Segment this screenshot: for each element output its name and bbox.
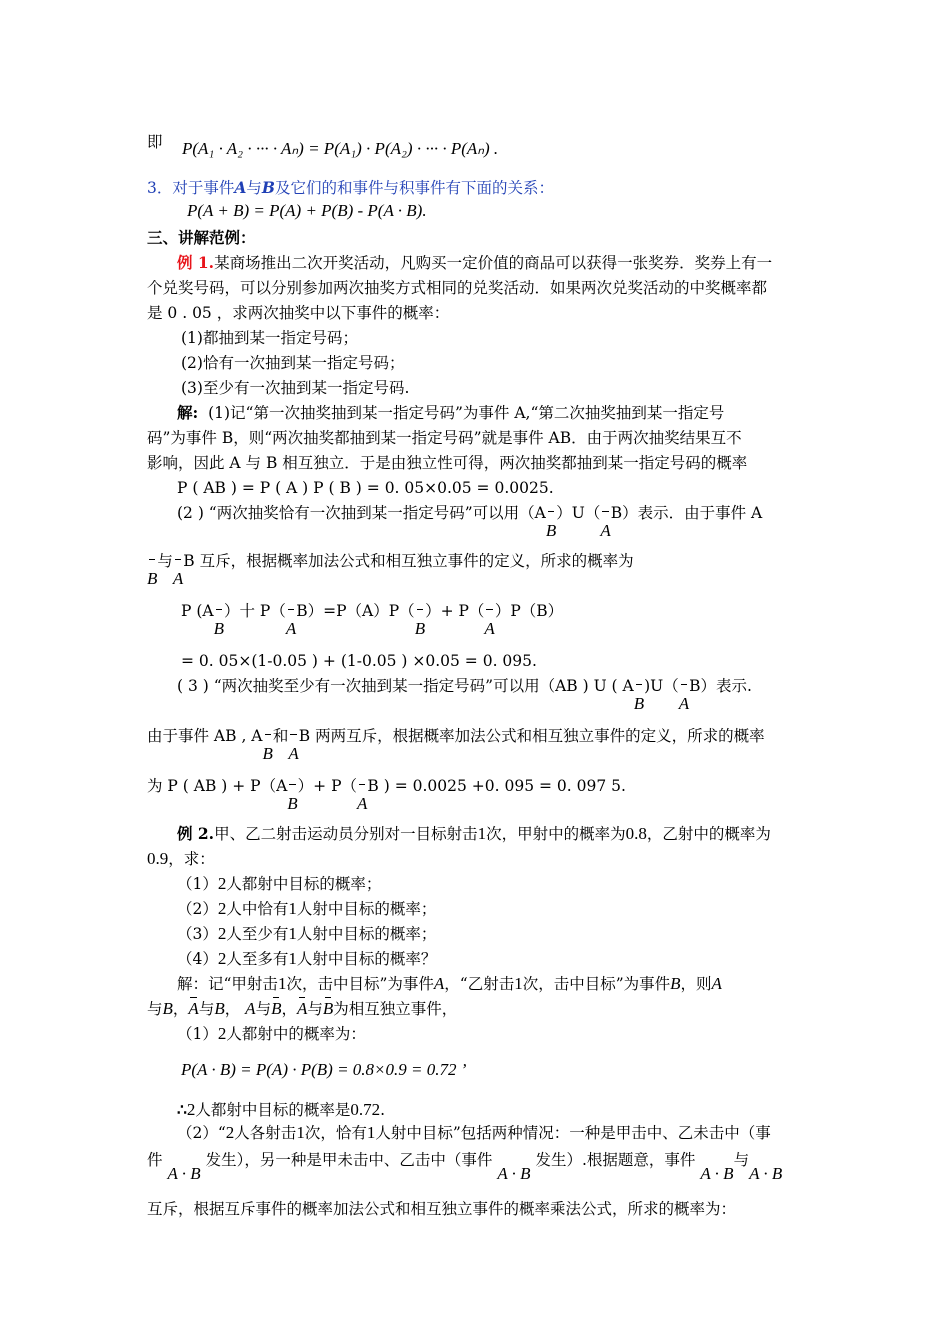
example-1-question-3: (3)至少有一次抽到某一指定号码. (181, 379, 410, 397)
solution-1-line-4: P ( AB ) = P ( A ) P ( B ) = 0. 05×0.05 = 0.0025. (177, 479, 554, 497)
example-1-line-2: 个兑奖号码，可以分别参加两次抽奖方式相同的兑奖活动．如果两次兑奖活动的中奖概率都 (147, 279, 768, 297)
example-1-line-3: 是 0 . 05 ，求两次抽奖中以下事件的概率： (147, 304, 450, 322)
solution-3-line-1: ( 3 ) “两次抽奖至少有一次抽到某一指定号码”可以用（AB ) U ( AB )U（A B）表示. (177, 677, 752, 713)
example-1-question-1: (1)都抽到某一指定号码； (181, 329, 358, 347)
example-2-question-4: （4）2人至多有1人射中目标的概率？ (177, 949, 437, 968)
solution-2-line-1: (2 ) “两次抽奖恰有一次抽到某一指定号码”可以用（AB ）U（A B）表示．由于事件 A (177, 504, 763, 540)
example-2-question-1: （1）2人都射中目标的概率； (177, 874, 382, 893)
formula-product-independence: P(A₁ · A₂ · ··· · Aₙ) = P(A₁) · P(A₂) · ··· · P(Aₙ) . (182, 139, 499, 158)
solution-ex2-line-8: 互斥，根据互斥事件的概率加法公式和相互独立事件的概率乘法公式，所求的概率为： (147, 1200, 737, 1218)
solution-2-line-2: B 与A B 互斥，根据概率加法公式和相互独立事件的定义，所求的概率为 (147, 552, 634, 588)
text-ji: 即 (147, 133, 163, 151)
solution-2-line-3: P (AB ）十 P（A B）=P（A）P（B ）+ P（A ）P（B） (181, 602, 564, 638)
solution-2-line-4: = 0. 05×(1-0.05 ) + (1-0.05 ) ×0.05 = 0. 095. (181, 652, 537, 670)
solution-3-line-3: 为 P ( AB ) + P（AB ）+ P（A B ) = 0.0025 +0. 095 = 0. 097 5. (147, 777, 626, 813)
formula-both-hit: P(A · B) = P(A) · P(B) = 0.8×0.9 = 0.72 ’ (181, 1060, 467, 1079)
section-heading: 三、讲解范例： (147, 228, 256, 247)
solution-1-line-2: 码”为事件 B，则“两次抽奖都抽到某一指定号码”就是事件 AB．由于两次抽奖结果互不 (147, 429, 742, 447)
example-1-question-2: (2)恰有一次抽到某一指定号码； (181, 354, 405, 372)
example-2-question-2: （2）2人中恰有1人射中目标的概率； (177, 899, 437, 918)
example-2-question-3: （3）2人至少有1人射中目标的概率； (177, 924, 437, 943)
example-1-label: 例 1. (177, 253, 215, 272)
solution-3-line-2: 由于事件 AB , AB 和A B 两两互斥，根据概率加法公式和相互独立事件的定义，所求的概率 (147, 727, 765, 763)
example-2-label: 例 2. (177, 824, 215, 843)
item-3-statement: 3．对于事件A与B及它们的和事件与积事件有下面的关系： (147, 178, 555, 197)
example-1-line-1: 例 1.某商场推出二次开奖活动，凡购买一定价值的商品可以获得一张奖券．奖券上有一 (177, 253, 773, 272)
solution-1-line-1: 解: (1)记“第一次抽奖抽到某一指定号码”为事件 A,“第二次抽奖抽到某一指定号 (177, 403, 725, 422)
solution-ex2-line-2: 与B，A 与B， A与B ，A 与B 为相互独立事件， (147, 999, 458, 1018)
solution-ex2-line-3: （1）2人都射中的概率为： (177, 1024, 366, 1043)
example-2-line-1: 例 2.甲、乙二射击运动员分别对一目标射击1次，甲射中的概率为0.8，乙射中的概率为 (177, 824, 771, 843)
formula-addition-rule: P(A + B) = P(A) + P(B) - P(A · B). (187, 201, 427, 220)
solution-ex2-line-1: 解：记“甲射击1次，击中目标”为事件A，“乙射击1次，击中目标”为事件B，则A (177, 974, 722, 993)
solution-ex2-line-5: ∴2人都射中目标的概率是0.72. (177, 1100, 386, 1119)
solution-ex2-line-7: 件 A · B 发生），另一种是甲未击中、乙击中（事件 A · B 发生）.根据题意，事件 A · B与A · B (147, 1151, 783, 1183)
solution-1-line-3: 影响，因此 A 与 B 相互独立．于是由独立性可得，两次抽奖都抽到某一指定号码的概率 (147, 454, 748, 472)
example-2-line-2: 0.9，求： (147, 849, 215, 868)
solution-ex2-line-6: （2）“2人各射击1次，恰有1人射中目标”包括两种情况：一种是甲击中、乙未击中（事 (177, 1123, 771, 1142)
